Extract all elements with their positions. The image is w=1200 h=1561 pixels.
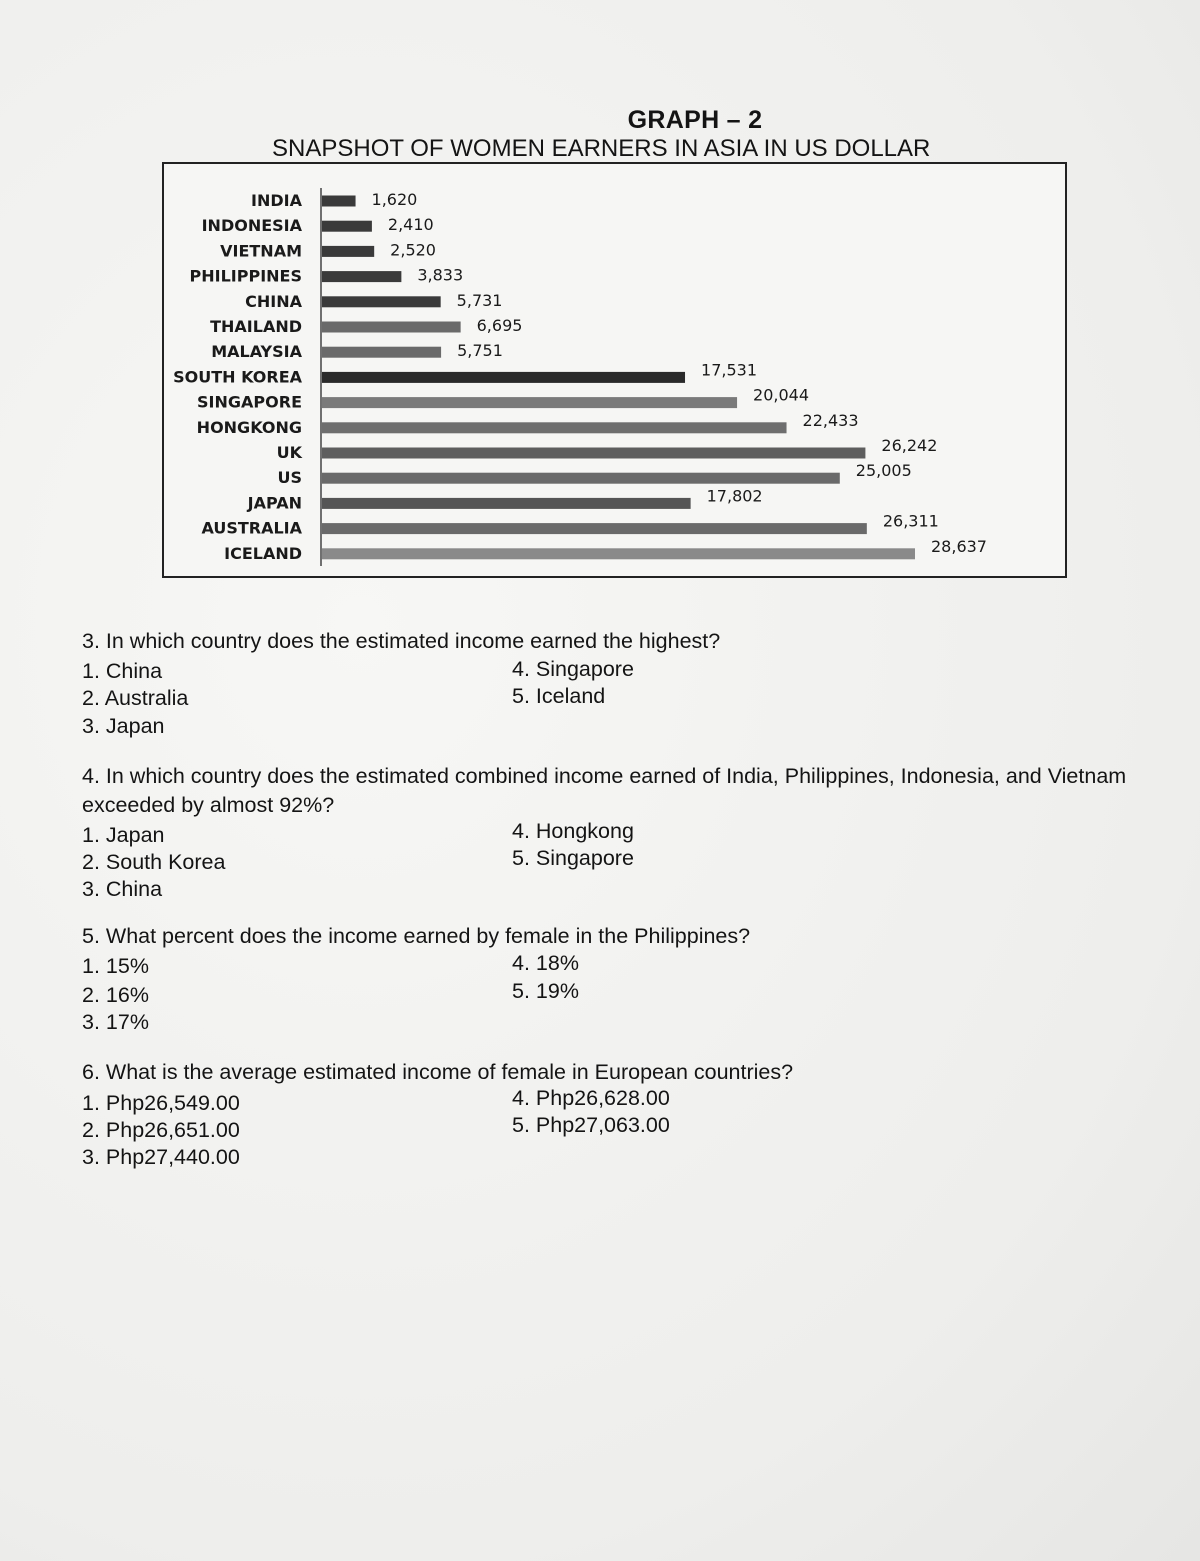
question-3-option-2: 2. Australia xyxy=(82,686,189,710)
category-label: HONGKONG xyxy=(196,417,302,437)
category-label: VIETNAM xyxy=(220,241,302,261)
question-4-option-4: 4. Hongkong xyxy=(512,819,634,843)
question-3 xyxy=(82,627,1142,746)
question-6-option-1: 1. Php26,549.00 xyxy=(82,1091,240,1115)
bar-chart xyxy=(164,164,1065,576)
question-5 xyxy=(82,922,1142,1041)
question-6-option-3: 3. Php27,440.00 xyxy=(82,1145,240,1169)
question-6-option-2: 2. Php26,651.00 xyxy=(82,1118,240,1142)
question-4-text: 4. In which country does the estimated combined income earned of India, Philippines, Indonesia, and Vietnam exceeded by almost 92%? xyxy=(82,764,1127,817)
question-3-option-4: 4. Singapore xyxy=(512,657,634,681)
category-label: JAPAN xyxy=(247,493,302,513)
question-5-option-2: 2. 16% xyxy=(82,983,149,1007)
question-4 xyxy=(82,762,1142,910)
data-label: 1,620 xyxy=(371,190,418,209)
bar-thailand xyxy=(322,322,461,333)
data-label: 26,242 xyxy=(881,436,938,455)
question-3-option-5: 5. Iceland xyxy=(512,684,606,708)
bar-iceland xyxy=(322,548,915,559)
question-5-option-3: 3. 17% xyxy=(82,1010,149,1034)
question-6 xyxy=(82,1058,1142,1177)
category-label: ICELAND xyxy=(224,543,302,563)
data-label: 3,833 xyxy=(417,265,464,285)
question-4-option-1: 1. Japan xyxy=(82,823,165,847)
data-label: 2,410 xyxy=(387,215,434,235)
data-label: 26,311 xyxy=(882,511,939,531)
data-label: 17,531 xyxy=(701,360,758,380)
question-6-option-5: 5. Php27,063.00 xyxy=(512,1113,670,1137)
category-label: INDIA xyxy=(251,191,302,210)
question-3-option-3: 3. Japan xyxy=(82,714,165,738)
question-6-text: 6. What is the average estimated income of female in European countries? xyxy=(82,1060,794,1084)
bar-us xyxy=(322,473,840,484)
bar-india xyxy=(322,196,356,207)
graph-title: GRAPH – 2 xyxy=(627,106,763,134)
chart-frame xyxy=(162,162,1067,578)
question-5-option-5: 5. 19% xyxy=(512,979,579,1003)
question-3-text: 3. In which country does the estimated income earned the highest? xyxy=(82,629,721,653)
data-label: 22,433 xyxy=(802,410,859,430)
graph-subtitle: SNAPSHOT OF WOMEN EARNERS IN ASIA IN US DOLLAR xyxy=(272,135,931,162)
category-label: SOUTH KOREA xyxy=(173,367,302,387)
bar-singapore xyxy=(322,397,737,408)
bar-hongkong xyxy=(322,422,787,433)
bar-south-korea xyxy=(322,372,685,383)
data-label: 17,802 xyxy=(706,486,763,506)
question-6-options xyxy=(82,1087,1142,1177)
data-label: 25,005 xyxy=(855,461,912,481)
data-label: 20,044 xyxy=(753,385,810,405)
bar-indonesia xyxy=(322,221,372,232)
bar-uk xyxy=(322,448,865,459)
category-label: THAILAND xyxy=(210,317,302,336)
question-5-option-1: 1. 15% xyxy=(82,954,149,978)
bar-japan xyxy=(322,498,691,509)
question-3-option-1: 1. China xyxy=(82,659,163,683)
data-label: 6,695 xyxy=(476,316,523,335)
data-label: 28,637 xyxy=(931,536,987,556)
question-6-option-4: 4. Php26,628.00 xyxy=(512,1086,670,1110)
data-label: 5,731 xyxy=(456,290,503,310)
data-label: 5,751 xyxy=(457,341,503,361)
question-5-text: 5. What percent does the income earned by female in the Philippines? xyxy=(82,924,751,948)
category-label: PHILIPPINES xyxy=(189,266,302,286)
question-5-option-4: 4. 18% xyxy=(512,951,579,975)
bar-vietnam xyxy=(322,246,374,257)
category-label: MALAYSIA xyxy=(211,342,302,362)
question-4-option-2: 2. South Korea xyxy=(82,850,226,874)
question-3-options xyxy=(82,656,1142,746)
bar-australia xyxy=(322,523,867,534)
bar-china xyxy=(322,296,441,307)
question-4-options xyxy=(82,820,1142,910)
category-label: UK xyxy=(276,443,302,462)
bar-philippines xyxy=(322,271,401,282)
category-label: CHINA xyxy=(245,291,302,311)
question-4-option-5: 5. Singapore xyxy=(512,846,634,870)
bar-malaysia xyxy=(322,347,441,358)
category-label: AUSTRALIA xyxy=(201,518,302,538)
data-label: 2,520 xyxy=(390,240,436,260)
category-label: SINGAPORE xyxy=(197,392,302,412)
question-5-options xyxy=(82,951,1142,1041)
question-4-option-3: 3. China xyxy=(82,877,163,901)
category-label: US xyxy=(277,468,302,488)
category-label: INDONESIA xyxy=(201,216,302,236)
